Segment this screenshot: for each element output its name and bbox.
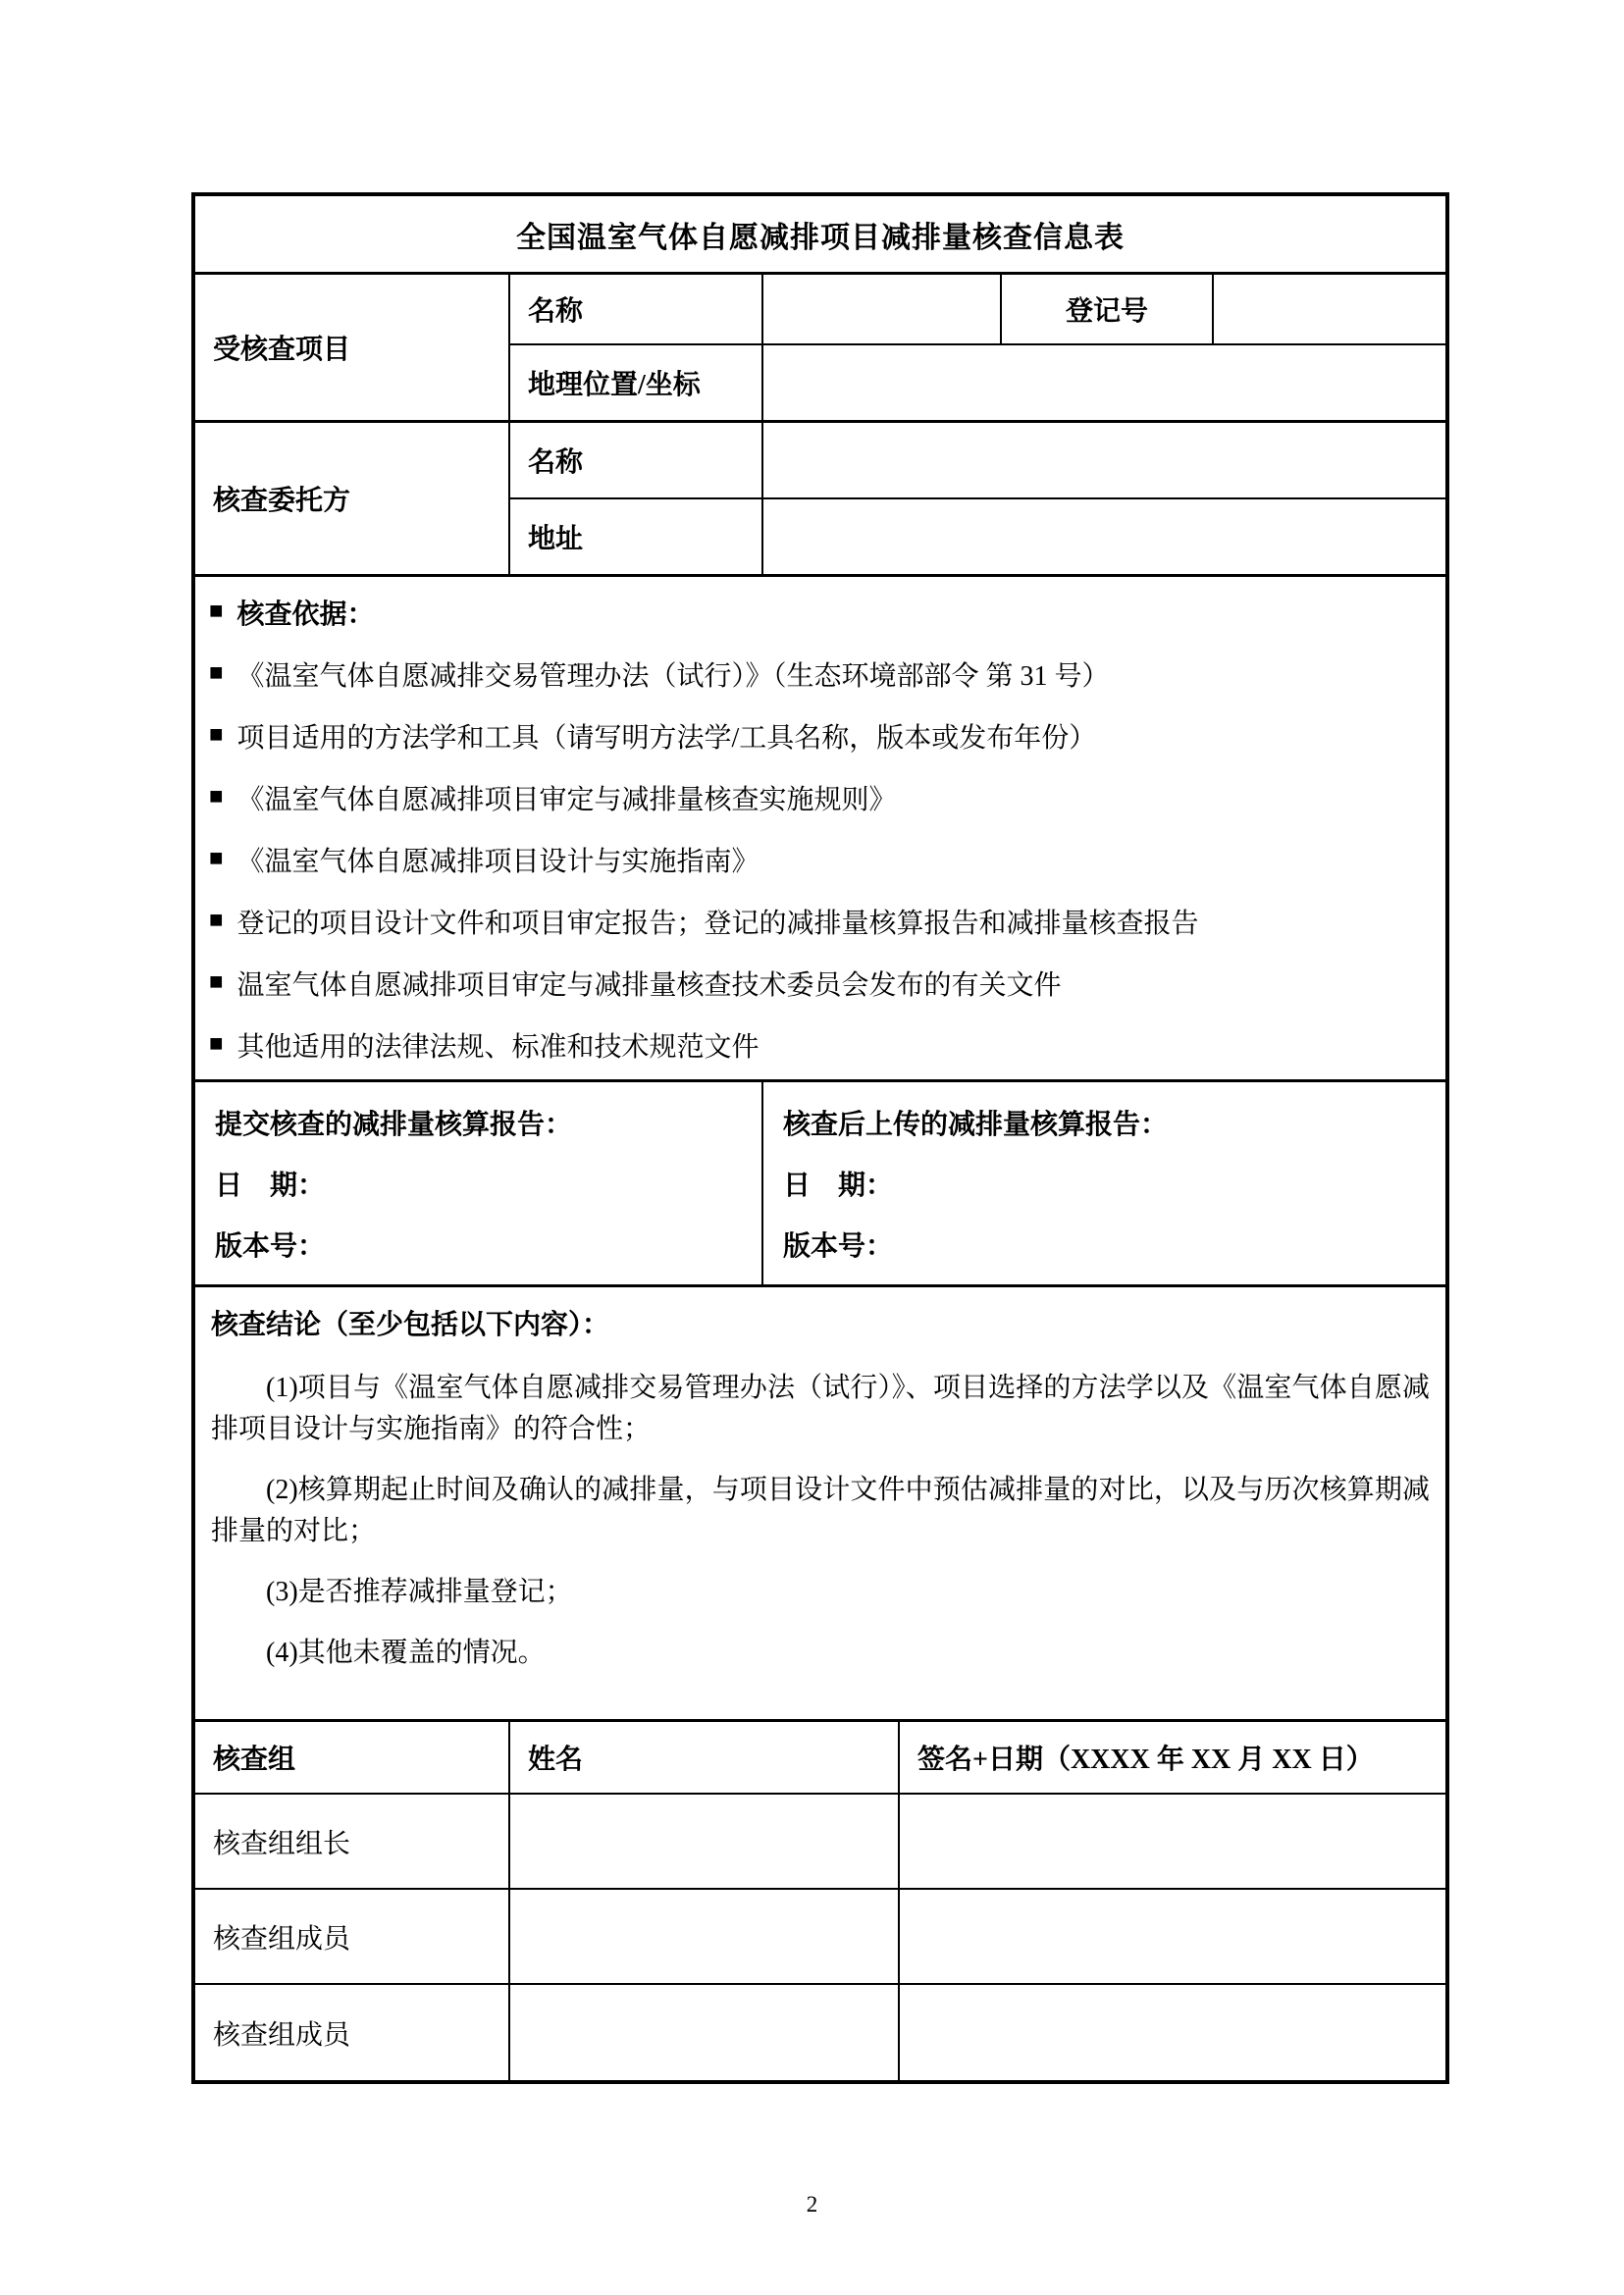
conclusion-item: (2)核算期起止时间及确认的减排量，与项目设计文件中预估减排量的对比，以及与历次核算期减排量的对比；	[211, 1475, 1430, 1546]
client-address-value-cell	[763, 499, 1445, 574]
uploaded-report-title: 核查后上传的减排量核算报告：	[783, 1110, 1169, 1140]
square-bullet-icon: ■	[209, 599, 224, 624]
square-bullet-icon: ■	[209, 908, 224, 933]
square-bullet-icon: ■	[209, 846, 224, 871]
conclusion-header: 核查结论（至少包括以下内容）：	[211, 1310, 610, 1340]
square-bullet-icon: ■	[209, 722, 224, 748]
team-header-name: 姓名	[510, 1722, 900, 1793]
basis-item-text: 《温室气体自愿减排项目审定与减排量核查实施规则》	[236, 784, 897, 815]
verification-info-form	[191, 192, 1449, 2084]
basis-item-text: 《温室气体自愿减排交易管理办法（试行）》（生态环境部部令 第 31 号）	[236, 660, 1110, 692]
basis-item-text: 其他适用的法律法规、标准和技术规范文件	[236, 1031, 760, 1063]
reports-section	[195, 1082, 1445, 1287]
submitted-report-version-label: 版本号：	[215, 1231, 326, 1262]
project-name-value-cell	[763, 275, 1002, 345]
conclusion-item: (4)其他未覆盖的情况。	[266, 1638, 546, 1668]
basis-item	[209, 890, 1432, 952]
registration-number-label: 登记号	[1002, 275, 1214, 345]
client-address-label: 地址	[510, 499, 763, 574]
project-name-label: 名称	[510, 275, 763, 345]
page-number: 2	[806, 2192, 818, 2217]
conclusion-item: (3)是否推荐减排量登记；	[266, 1577, 573, 1607]
team-header-group: 核查组	[195, 1722, 510, 1793]
team-name-cell	[510, 1795, 900, 1888]
conclusion-section	[195, 1287, 1445, 1722]
team-role-label: 核查组组长	[195, 1795, 510, 1888]
team-row	[195, 1890, 1445, 1985]
registration-number-value-cell	[1214, 275, 1445, 345]
client-name-value-cell	[763, 423, 1445, 499]
location-value-cell	[763, 345, 1445, 420]
location-label: 地理位置/坐标	[510, 345, 763, 420]
square-bullet-icon: ■	[209, 784, 224, 809]
team-row	[195, 1985, 1445, 2080]
basis-item-text: 温室气体自愿减排项目审定与减排量核查技术委员会发布的有关文件	[236, 969, 1062, 1001]
basis-item-text: 登记的项目设计文件和项目审定报告；登记的减排量核算报告和减排量核查报告	[236, 908, 1199, 939]
team-role-label: 核查组成员	[195, 1985, 510, 2080]
basis-section	[195, 577, 1445, 1082]
basis-item-text: 项目适用的方法学和工具（请写明方法学/工具名称，版本或发布年份）	[236, 722, 1097, 754]
uploaded-report-version-label: 版本号：	[783, 1231, 894, 1262]
basis-item	[209, 1014, 1432, 1075]
client-label: 核查委托方	[195, 423, 510, 574]
project-label: 受核查项目	[195, 275, 510, 420]
team-signature-cell	[900, 1795, 1445, 1888]
form-title: 全国温室气体自愿减排项目减排量核查信息表	[195, 196, 1445, 275]
team-signature-cell	[900, 1890, 1445, 1983]
uploaded-report-cell	[763, 1082, 1445, 1284]
client-section	[195, 423, 1445, 577]
team-header-signature: 签名+日期（XXXX 年 XX 月 XX 日）	[917, 1745, 1374, 1775]
uploaded-report-date-label: 日 期：	[783, 1171, 894, 1201]
basis-item	[209, 952, 1432, 1014]
square-bullet-icon: ■	[209, 660, 224, 686]
basis-item	[209, 643, 1432, 704]
team-table-header	[195, 1722, 1445, 1795]
team-row	[195, 1795, 1445, 1890]
basis-header-line	[209, 581, 1432, 643]
basis-item	[209, 704, 1432, 766]
conclusion-item: (1)项目与《温室气体自愿减排交易管理办法（试行）》、项目选择的方法学以及《温室气体自愿减排项目设计与实施指南》的符合性；	[211, 1373, 1430, 1444]
team-role-label: 核查组成员	[195, 1890, 510, 1983]
submitted-report-date-label: 日 期：	[215, 1171, 326, 1201]
team-signature-cell	[900, 1985, 1445, 2080]
client-name-label: 名称	[510, 423, 763, 499]
square-bullet-icon: ■	[209, 969, 224, 995]
basis-header-label: 核查依据：	[236, 599, 375, 630]
submitted-report-title: 提交核查的减排量核算报告：	[215, 1110, 573, 1140]
basis-item-text: 《温室气体自愿减排项目设计与实施指南》	[236, 846, 760, 877]
team-name-cell	[510, 1890, 900, 1983]
team-name-cell	[510, 1985, 900, 2080]
project-section	[195, 275, 1445, 423]
basis-item	[209, 766, 1432, 828]
submitted-report-cell	[195, 1082, 763, 1284]
square-bullet-icon: ■	[209, 1031, 224, 1057]
basis-item	[209, 828, 1432, 890]
